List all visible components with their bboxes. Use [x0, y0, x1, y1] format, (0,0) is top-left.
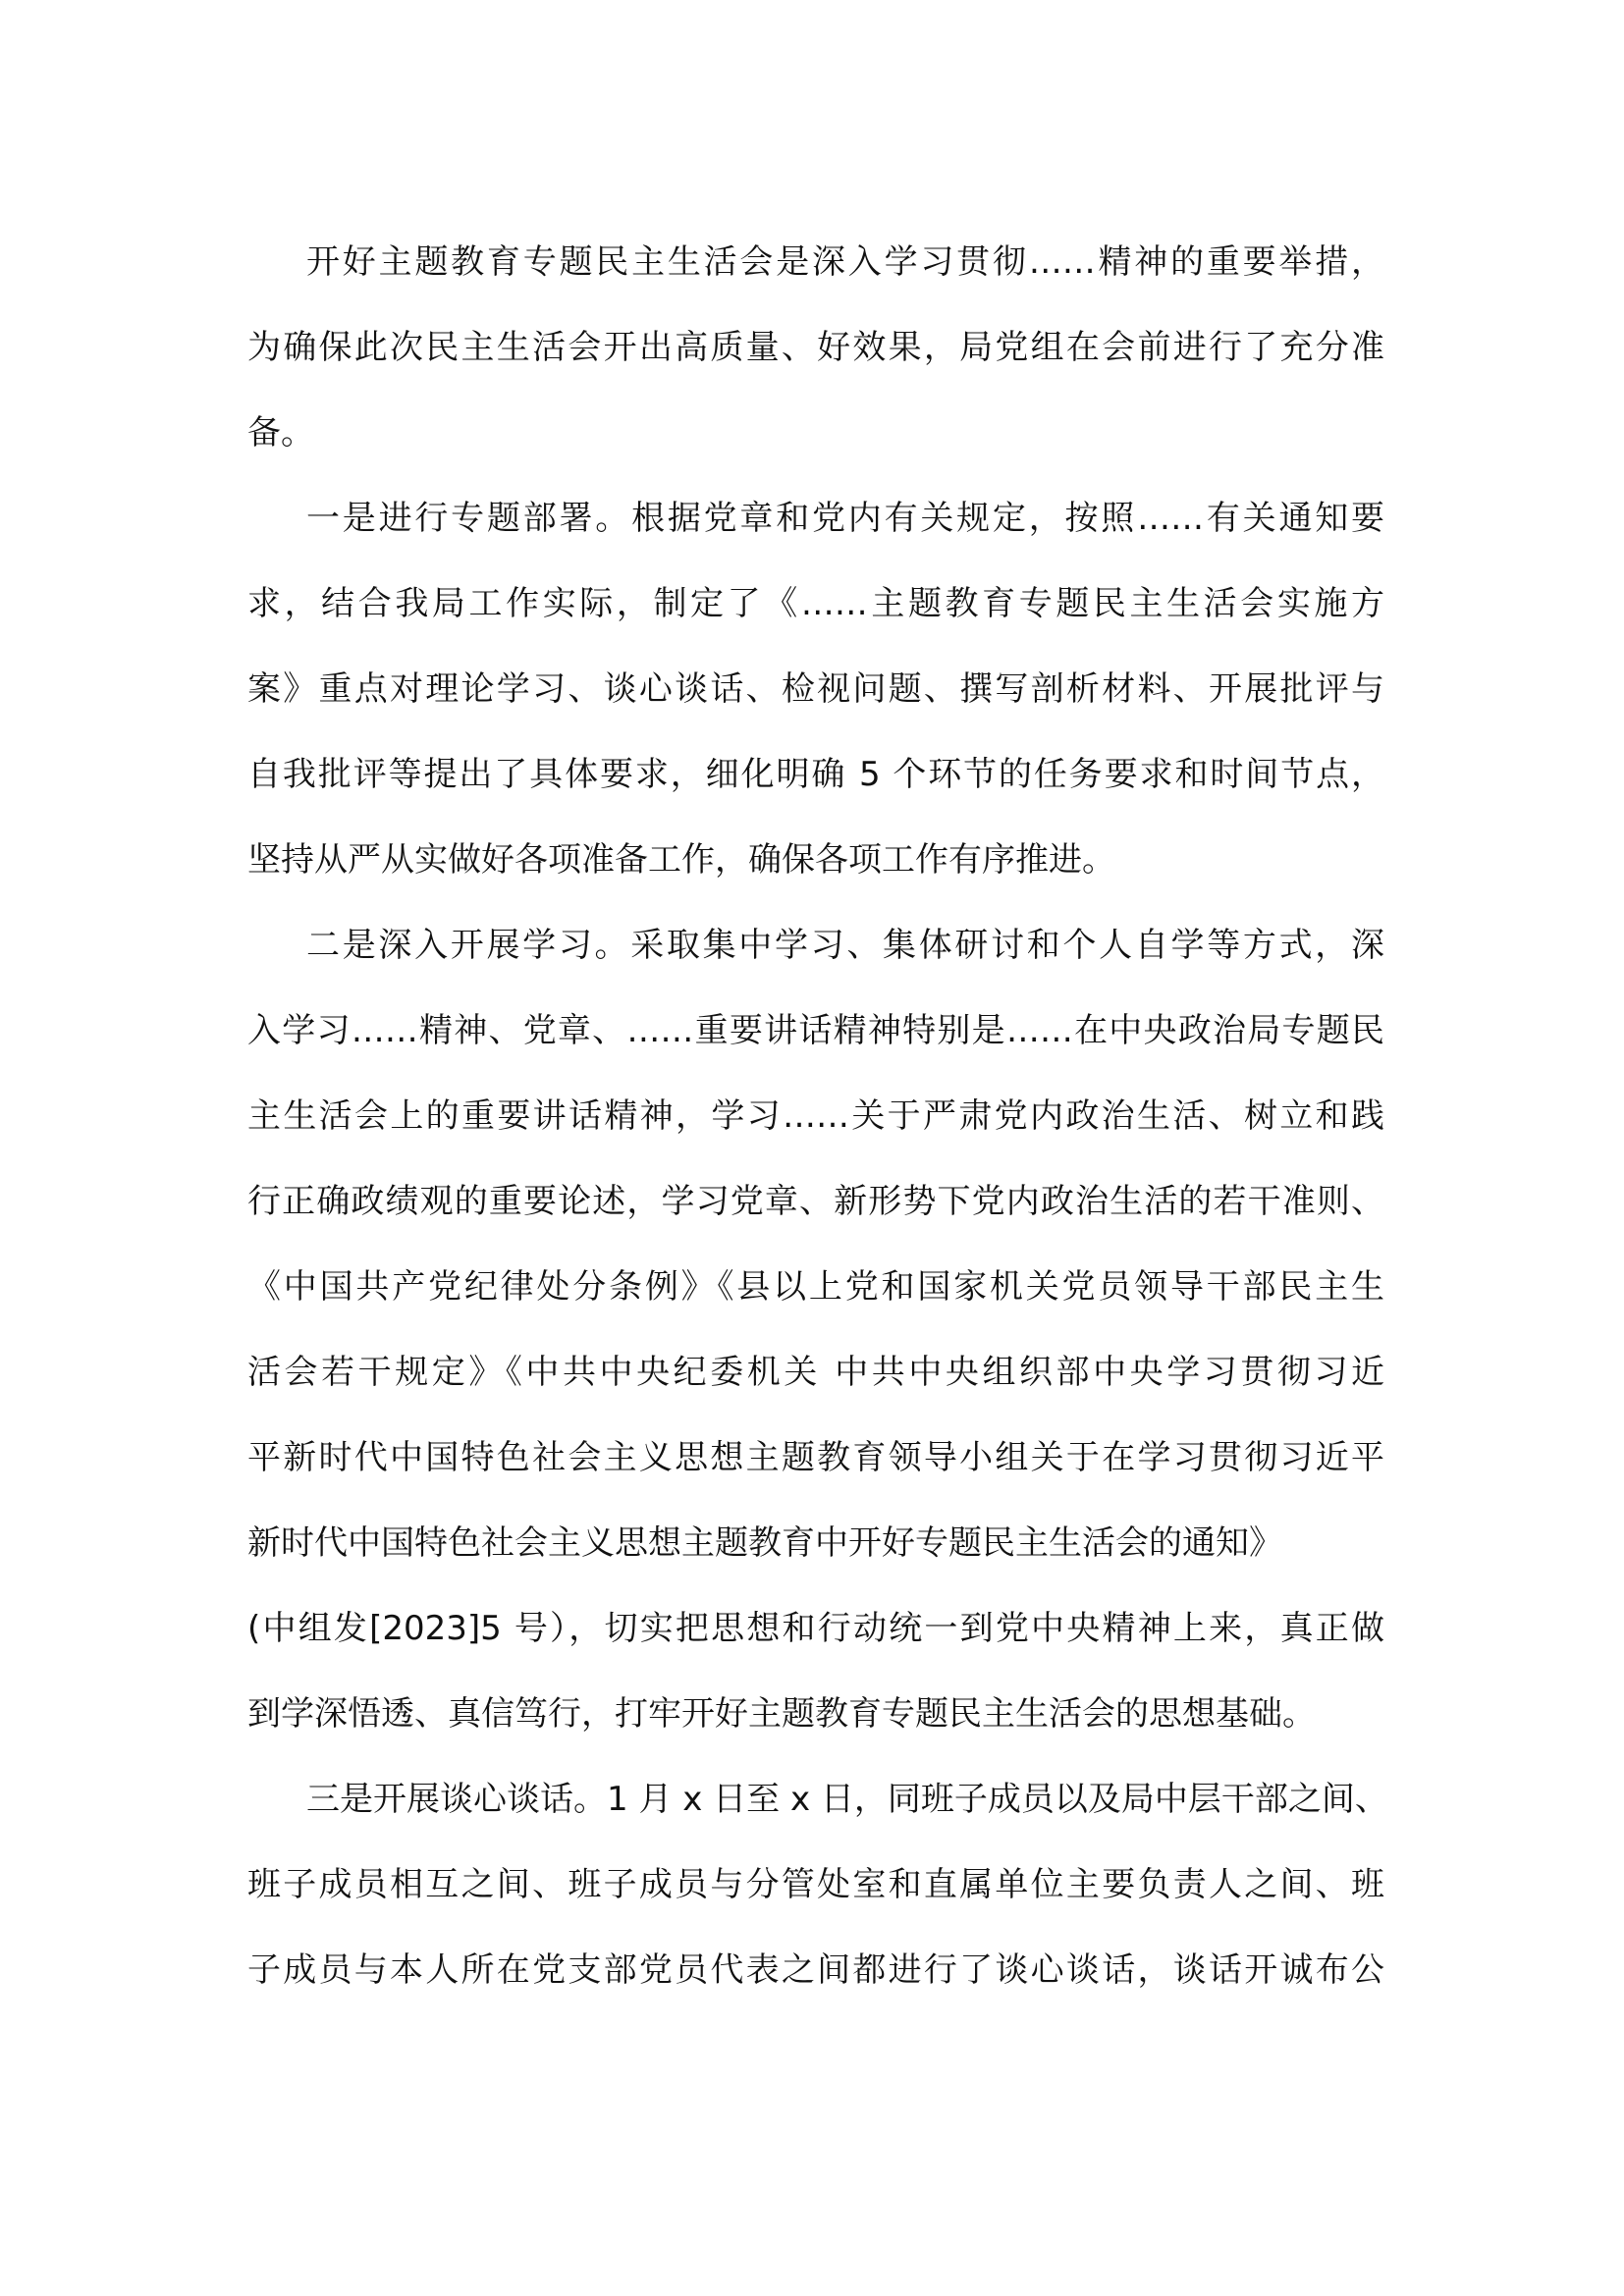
text-line: 坚持从严从实做好各项准备工作，确保各项工作有序推进。	[247, 840, 1115, 880]
text-line: (中组发[2023]5 号），切实把思想和行动统一到党中央精神上来，真正做	[247, 1609, 1384, 1648]
paragraph-deployment	[247, 476, 1384, 903]
text-line: 新时代中国特色社会主义思想主题教育中开好专题民主生活会的通知》	[247, 1523, 1282, 1563]
text-line: 案》重点对理论学习、谈心谈话、检视问题、撰写剖析材料、开展批评与	[247, 669, 1384, 709]
text-line: 求，结合我局工作实际，制定了《……主题教育专题民主生活会实施方	[247, 584, 1384, 623]
paragraph-talks	[247, 1757, 1388, 2013]
document-page	[247, 220, 1388, 2013]
text-line: 行正确政绩观的重要论述，学习党章、新形势下党内政治生活的若干准则、	[247, 1182, 1384, 1221]
paragraph-intro	[247, 220, 1384, 476]
text-line: 主生活会上的重要讲话精神，学习……关于严肃党内政治生活、树立和践	[247, 1096, 1384, 1136]
text-line: 三是开展谈心谈话。1 月 x 日至 x 日，同班子成员以及局中层干部之间、	[306, 1780, 1388, 1819]
text-line: 自我批评等提出了具体要求，细化明确 5 个环节的任务要求和时间节点，	[247, 755, 1384, 794]
paragraph-study	[247, 903, 1384, 1757]
text-line: 平新时代中国特色社会主义思想主题教育领导小组关于在学习贯彻习近平	[247, 1438, 1384, 1477]
text-line: 为确保此次民主生活会开出高质量、好效果，局党组在会前进行了充分准	[247, 328, 1384, 367]
text-line: 到学深悟透、真信笃行，打牢开好主题教育专题民主生活会的思想基础。	[247, 1694, 1316, 1734]
text-line: 二是深入开展学习。采取集中学习、集体研讨和个人自学等方式，深	[306, 926, 1384, 965]
text-line: 《中国共产党纪律处分条例》《县以上党和国家机关党员领导干部民主生	[247, 1267, 1384, 1307]
text-line: 一是进行专题部署。根据党章和党内有关规定，按照……有关通知要	[306, 499, 1384, 538]
text-line: 活会若干规定》《中共中央纪委机关 中共中央组织部中央学习贯彻习近	[247, 1353, 1384, 1392]
text-line: 子成员与本人所在党支部党员代表之间都进行了谈心谈话，谈话开诚布公	[247, 1950, 1384, 1990]
text-line: 备。	[247, 413, 314, 453]
text-line: 开好主题教育专题民主生活会是深入学习贯彻……精神的重要举措，	[306, 242, 1384, 282]
text-line: 入学习……精神、党章、……重要讲话精神特别是……在中央政治局专题民	[247, 1011, 1384, 1050]
text-line: 班子成员相互之间、班子成员与分管处室和直属单位主要负责人之间、班	[247, 1865, 1384, 1904]
